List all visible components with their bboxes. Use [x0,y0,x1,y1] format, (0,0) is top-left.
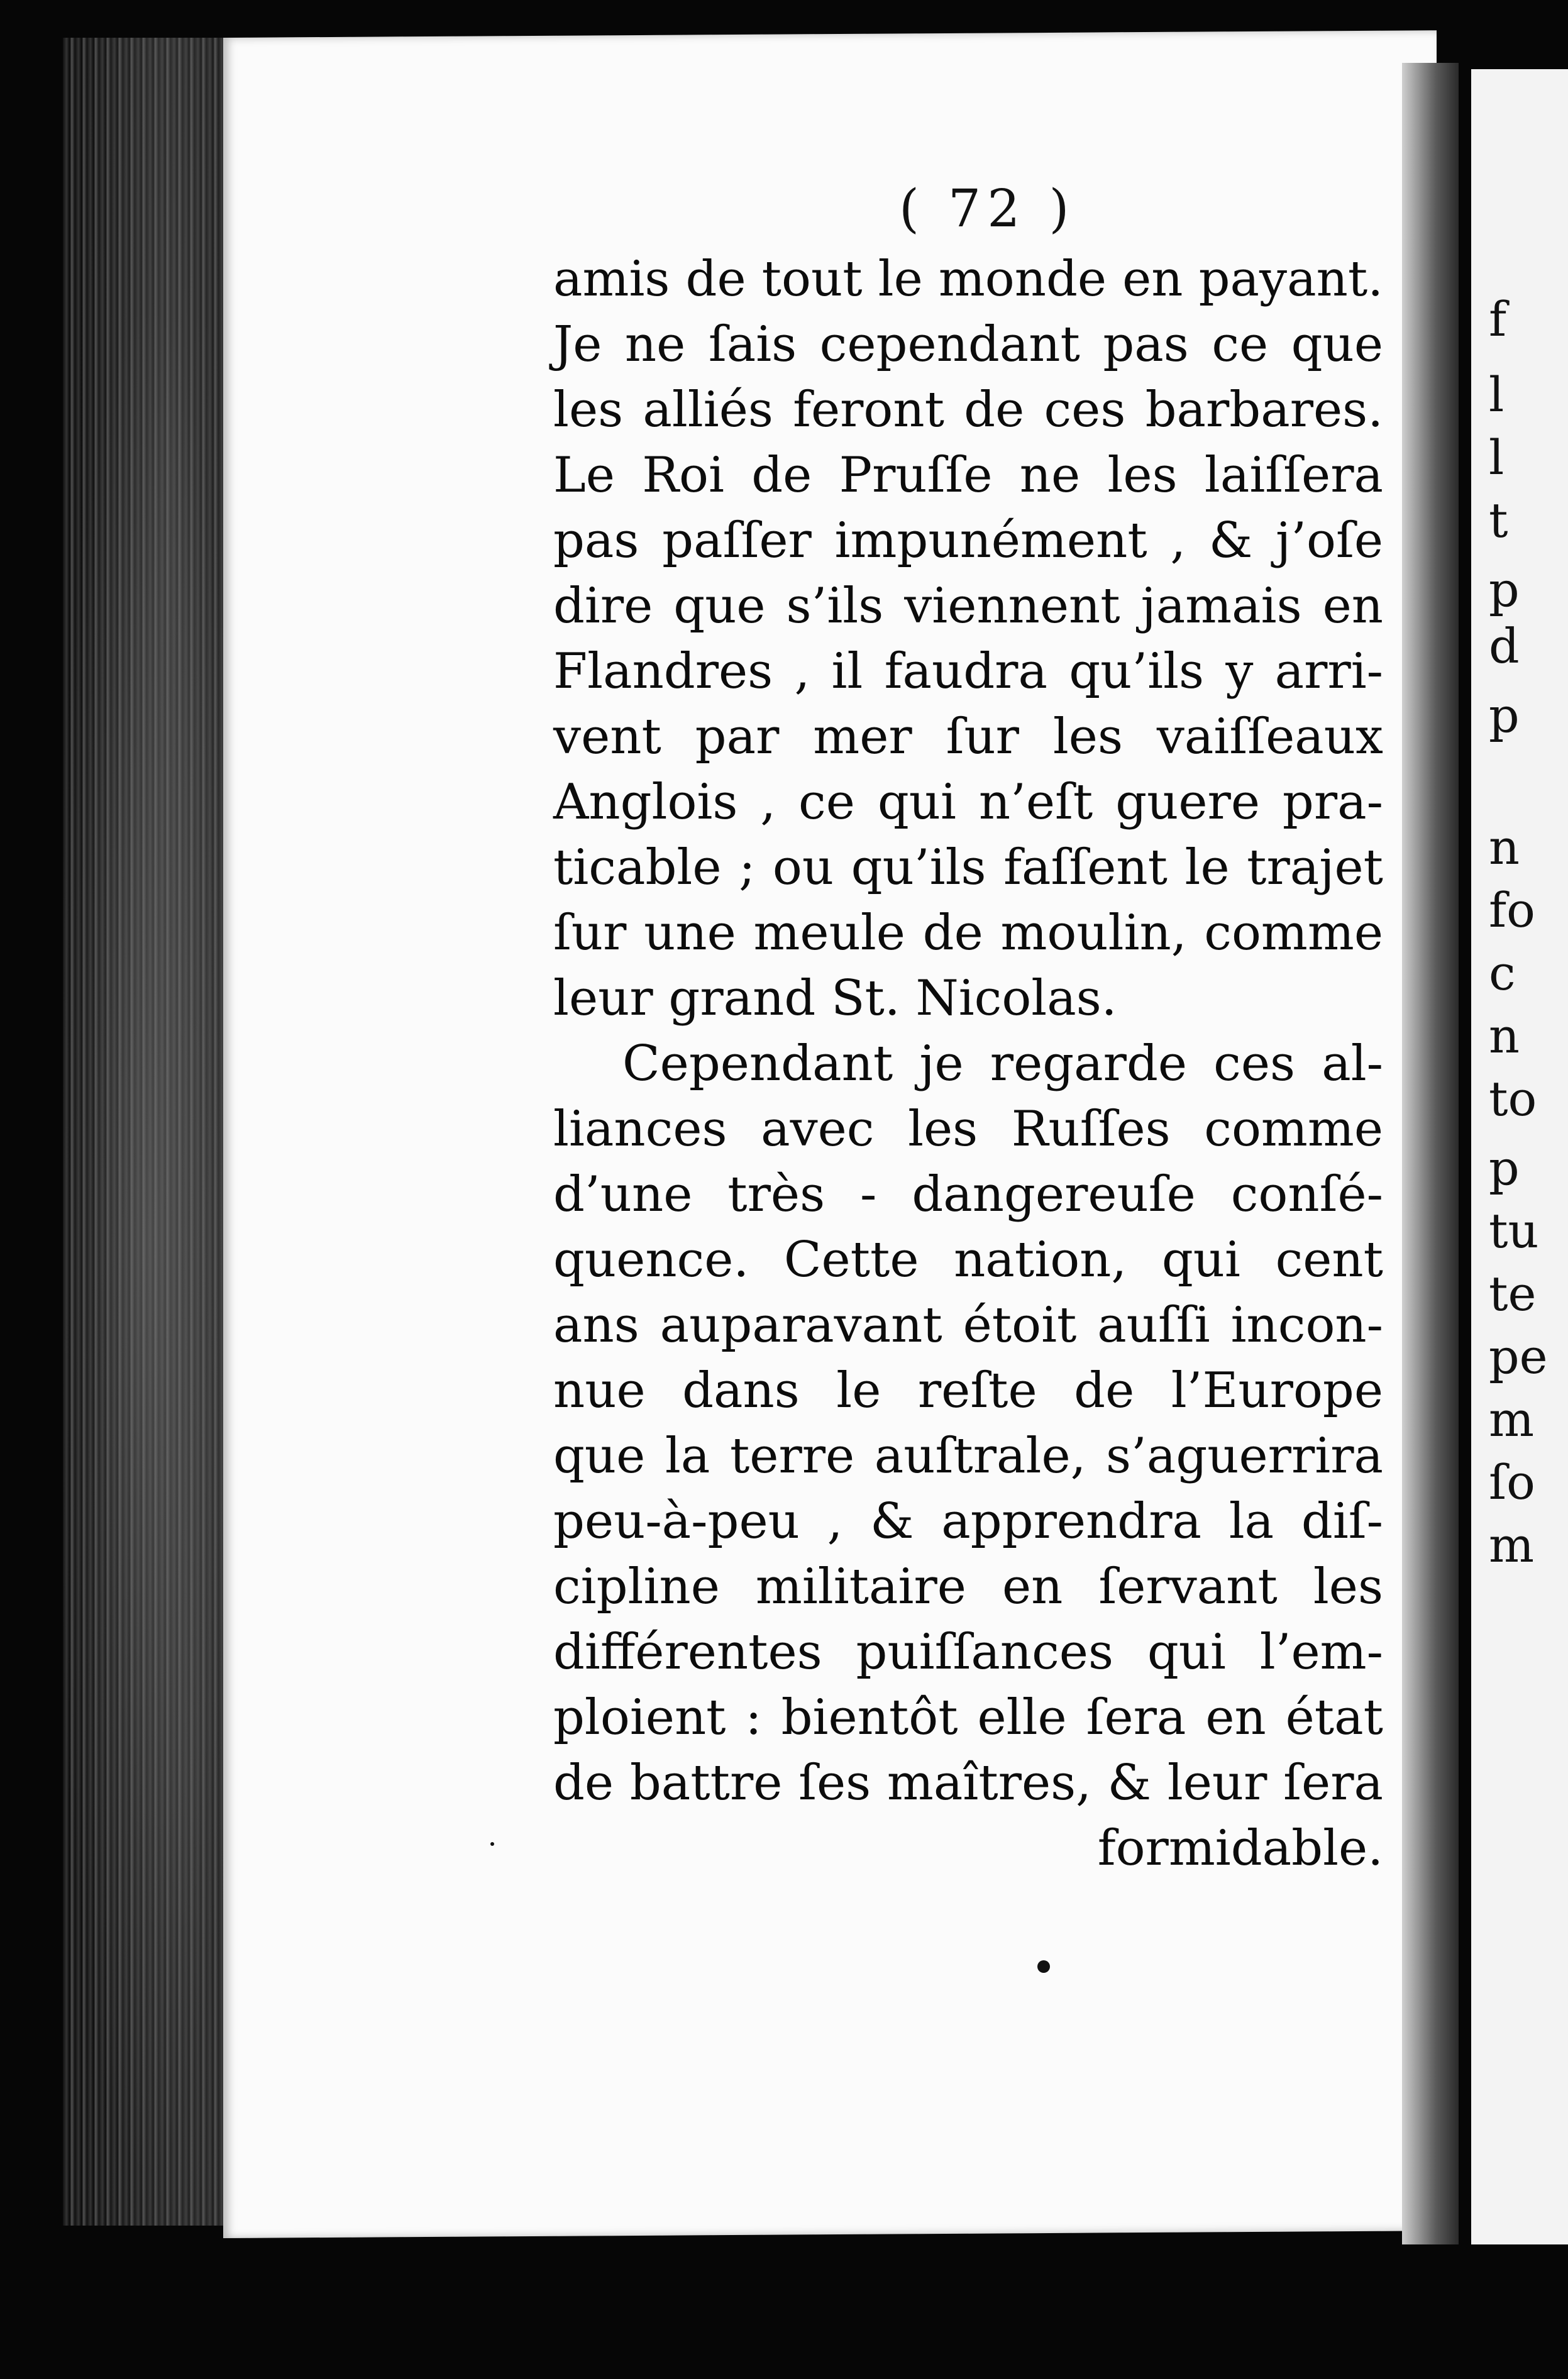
text-line: que la terre auſtrale, s’aguerrira [553,1428,1383,1484]
facing-fragment: n [1489,819,1520,875]
facing-fragment: p [1489,561,1520,617]
facing-fragment: t [1489,492,1508,548]
facing-fragment: f [1489,291,1507,347]
facing-fragment: pe [1489,1328,1548,1384]
text-line: Le Roi de Pruſſe ne les laiſſera [553,447,1383,504]
facing-fragment: m [1489,1391,1535,1447]
text-line: leur grand St. Nicolas. [553,970,1117,1027]
text-line: vent par mer ſur les vaiſſeaux [553,709,1383,765]
page-number: ( 72 ) [899,179,1076,239]
text-line: d’une très - dangereuſe conſé- [553,1166,1383,1223]
facing-fragment: to [1489,1071,1537,1127]
text-line: de battre ſes maîtres, & leur ſera [553,1755,1383,1811]
facing-fragment: l [1489,429,1505,485]
facing-fragment: l [1489,367,1505,422]
text-line: peu-à-peu , & apprendra la diſ- [553,1493,1383,1550]
text-line: ticable ; ou qu’ils faſſent le trajet [553,839,1383,896]
facing-fragment: tu [1489,1203,1539,1259]
facing-fragment: m [1489,1517,1535,1573]
text-line: pas paſſer impunément , & j’oſe [553,512,1383,569]
text-line: différentes puiſſances qui l’em- [553,1624,1383,1681]
facing-fragment: n [1489,1008,1520,1064]
body-text [553,246,1383,1881]
facing-fragment: p [1489,1140,1520,1196]
facing-fragment: c [1489,945,1516,1001]
text-line: Flandres , il faudra qu’ils y arri- [553,643,1383,700]
text-line: amis de tout le monde en payant. [553,251,1383,307]
facing-fragment: fo [1489,882,1535,938]
text-line: ans auparavant étoit auſſi incon- [553,1297,1383,1354]
text-line: quence. Cette nation, qui cent [553,1232,1383,1288]
text-line: Je ne ſais cependant pas ce que [553,316,1383,373]
text-line: liances avec les Ruſſes comme [553,1101,1383,1157]
page-edge-shadow [1402,63,1459,2244]
text-line: nue dans le reſte de l’Europe [553,1362,1383,1419]
facing-fragment: d [1489,618,1520,674]
text-line: dire que s’ils viennent jamais en [553,578,1383,634]
ink-speck [490,1842,494,1846]
ink-speck [1037,1960,1050,1973]
facing-fragment: p [1489,687,1520,743]
text-line: formidable. [1097,1820,1383,1877]
facing-page-fragment [1471,69,1568,2244]
text-line: Cependant je regarde ces al- [622,1035,1383,1092]
facing-fragment: ſo [1489,1454,1535,1510]
facing-fragment: te [1489,1266,1537,1322]
text-line: les alliés feront de ces barbares. [553,382,1383,438]
text-line: ploient : bientôt elle ſera en état [553,1689,1383,1746]
text-line: Anglois , ce qui n’eſt guere pra- [553,774,1383,831]
text-line: cipline militaire en ſervant les [553,1559,1383,1615]
text-line: ſur une meule de moulin, comme [553,905,1383,961]
